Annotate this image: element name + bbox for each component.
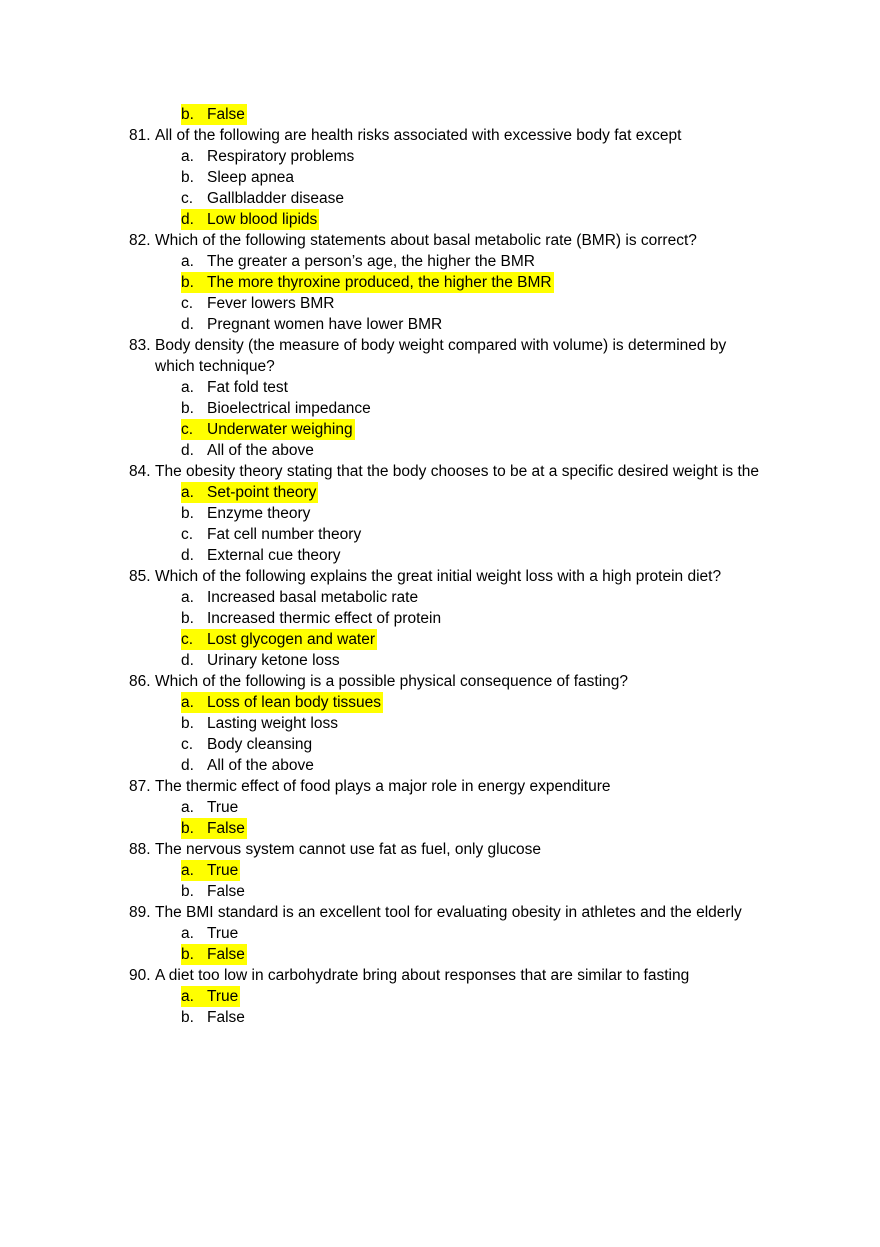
- question-text: which technique?: [155, 358, 275, 375]
- question-item: [0, 902, 880, 965]
- answer-text-wrap: [181, 587, 420, 608]
- answer-text-wrap: [181, 398, 373, 419]
- question-text: The BMI standard is an excellent tool for evaluating obesity in athletes and the elderly: [155, 904, 742, 921]
- answer-option: [0, 860, 880, 881]
- answer-option: [0, 692, 880, 713]
- question-item: [0, 125, 880, 230]
- question-text: The obesity theory stating that the body chooses to be at a specific desired weight is the: [155, 463, 759, 480]
- answer-option: [0, 104, 880, 125]
- option-letter: b.: [181, 1009, 194, 1026]
- highlighted-answer: [181, 272, 554, 293]
- option-letter: b.: [181, 883, 194, 900]
- option-letter: b.: [181, 169, 194, 186]
- option-text: Gallbladder disease: [207, 190, 345, 207]
- highlighted-answer: [181, 104, 247, 125]
- option-letter: a.: [181, 799, 194, 816]
- option-letter: a.: [181, 484, 194, 501]
- answer-text-wrap: [181, 797, 240, 818]
- option-letter: a.: [181, 988, 194, 1005]
- question-number: 81.: [129, 127, 151, 144]
- question-number: 83.: [129, 337, 151, 354]
- highlighted-answer: [181, 818, 247, 839]
- option-text: Pregnant women have lower BMR: [207, 316, 443, 333]
- option-letter: a.: [181, 589, 194, 606]
- answer-option: [0, 797, 880, 818]
- answer-option: [0, 650, 880, 671]
- option-text: Increased basal metabolic rate: [207, 589, 419, 606]
- option-text: Low blood lipids: [207, 211, 318, 228]
- option-letter: c.: [181, 736, 194, 753]
- question-list: [0, 104, 880, 1028]
- question-number: 84.: [129, 463, 151, 480]
- answer-option: [0, 251, 880, 272]
- option-text: False: [207, 1009, 245, 1026]
- answer-option: [0, 377, 880, 398]
- option-text: Fever lowers BMR: [207, 295, 335, 312]
- question-stem: [0, 230, 880, 251]
- answer-option: [0, 1007, 880, 1028]
- answer-option: [0, 986, 880, 1007]
- answer-option: [0, 209, 880, 230]
- option-text: All of the above: [207, 442, 314, 459]
- option-text: Lost glycogen and water: [207, 631, 376, 648]
- question-item: [0, 566, 880, 671]
- question-text: All of the following are health risks associated with excessive body fat except: [155, 127, 682, 144]
- question-number: 90.: [129, 967, 151, 984]
- option-text: True: [207, 925, 239, 942]
- question-text: Which of the following explains the great initial weight loss with a high protein diet?: [155, 568, 722, 585]
- question-stem: [0, 776, 880, 797]
- answer-text-wrap: [181, 650, 342, 671]
- answer-option: [0, 188, 880, 209]
- answer-text-wrap: [181, 608, 443, 629]
- question-stem: [0, 125, 880, 146]
- answer-option: [0, 503, 880, 524]
- answer-text-wrap: [181, 734, 314, 755]
- question-number: 88.: [129, 841, 151, 858]
- question-item: [0, 335, 880, 461]
- question-text: A diet too low in carbohydrate bring about responses that are similar to fasting: [155, 967, 690, 984]
- option-text: True: [207, 988, 239, 1005]
- option-letter: a.: [181, 694, 194, 711]
- answer-text-wrap: [181, 755, 316, 776]
- option-text: False: [207, 106, 245, 123]
- answer-text-wrap: [181, 503, 312, 524]
- answer-option: [0, 818, 880, 839]
- option-letter: a.: [181, 379, 194, 396]
- answer-text-wrap: [181, 545, 343, 566]
- option-text: Fat fold test: [207, 379, 288, 396]
- option-text: Bioelectrical impedance: [207, 400, 371, 417]
- highlighted-answer: [181, 986, 240, 1007]
- answer-text-wrap: [181, 167, 296, 188]
- answer-option: [0, 755, 880, 776]
- answer-option: [0, 398, 880, 419]
- answer-text-wrap: [181, 293, 336, 314]
- option-text: The greater a person’s age, the higher the BMR: [207, 253, 535, 270]
- option-letter: c.: [181, 190, 194, 207]
- option-text: All of the above: [207, 757, 314, 774]
- option-text: Underwater weighing: [207, 421, 353, 438]
- question-stem: [0, 965, 880, 986]
- question-text: Body density (the measure of body weight compared with volume) is determined by: [155, 337, 727, 354]
- option-letter: a.: [181, 862, 194, 879]
- answer-option: [0, 167, 880, 188]
- option-letter: b.: [181, 505, 194, 522]
- option-text: Lasting weight loss: [207, 715, 338, 732]
- question-item: [0, 776, 880, 839]
- question-stem: [0, 839, 880, 860]
- option-letter: c.: [181, 526, 194, 543]
- option-letter: c.: [181, 421, 194, 438]
- answer-text-wrap: [181, 251, 537, 272]
- highlighted-answer: [181, 860, 240, 881]
- option-letter: d.: [181, 316, 194, 333]
- option-letter: b.: [181, 400, 194, 417]
- option-letter: b.: [181, 106, 194, 123]
- answer-text-wrap: [181, 377, 290, 398]
- question-stem: [0, 335, 880, 356]
- question-item: [0, 671, 880, 776]
- option-letter: d.: [181, 547, 194, 564]
- question-text: Which of the following is a possible physical consequence of fasting?: [155, 673, 629, 690]
- answer-option: [0, 629, 880, 650]
- question-stem: [0, 566, 880, 587]
- option-text: Urinary ketone loss: [207, 652, 340, 669]
- highlighted-answer: [181, 482, 318, 503]
- answer-option: [0, 314, 880, 335]
- answer-option: [0, 734, 880, 755]
- answer-option: [0, 272, 880, 293]
- option-letter: b.: [181, 610, 194, 627]
- question-stem-continued: [0, 356, 880, 377]
- answer-option: [0, 482, 880, 503]
- question-number: 85.: [129, 568, 151, 585]
- highlighted-answer: [181, 692, 383, 713]
- answer-text-wrap: [181, 881, 247, 902]
- option-letter: d.: [181, 211, 194, 228]
- question-number: 86.: [129, 673, 151, 690]
- option-letter: a.: [181, 925, 194, 942]
- option-text: The more thyroxine produced, the higher the BMR: [207, 274, 552, 291]
- option-text: False: [207, 883, 245, 900]
- answer-text-wrap: [181, 188, 346, 209]
- answer-text-wrap: [181, 713, 340, 734]
- question-number: 87.: [129, 778, 151, 795]
- option-text: Enzyme theory: [207, 505, 311, 522]
- answer-option: [0, 293, 880, 314]
- option-text: Respiratory problems: [207, 148, 355, 165]
- option-text: Sleep apnea: [207, 169, 295, 186]
- question-item: [0, 461, 880, 566]
- option-text: True: [207, 799, 239, 816]
- option-letter: c.: [181, 295, 194, 312]
- question-text: Which of the following statements about basal metabolic rate (BMR) is correct?: [155, 232, 697, 249]
- answer-option: [0, 587, 880, 608]
- option-letter: b.: [181, 946, 194, 963]
- option-letter: b.: [181, 715, 194, 732]
- answer-option: [0, 524, 880, 545]
- answer-option: [0, 923, 880, 944]
- question-item: [0, 965, 880, 1028]
- option-text: Increased thermic effect of protein: [207, 610, 442, 627]
- option-letter: d.: [181, 442, 194, 459]
- option-letter: d.: [181, 757, 194, 774]
- answer-option: [0, 146, 880, 167]
- option-text: Body cleansing: [207, 736, 313, 753]
- answer-option: [0, 608, 880, 629]
- question-stem: [0, 671, 880, 692]
- option-letter: b.: [181, 820, 194, 837]
- question-stem: [0, 461, 880, 482]
- option-letter: a.: [181, 253, 194, 270]
- question-number: 82.: [129, 232, 151, 249]
- answer-option: [0, 419, 880, 440]
- highlighted-answer: [181, 629, 377, 650]
- answer-option: [0, 440, 880, 461]
- question-stem: [0, 902, 880, 923]
- answer-text-wrap: [181, 440, 316, 461]
- option-text: False: [207, 820, 245, 837]
- highlighted-answer: [181, 944, 247, 965]
- answer-text-wrap: [181, 146, 356, 167]
- answer-option: [0, 545, 880, 566]
- option-text: True: [207, 862, 239, 879]
- option-letter: c.: [181, 631, 194, 648]
- option-text: External cue theory: [207, 547, 341, 564]
- question-number: 89.: [129, 904, 151, 921]
- option-letter: d.: [181, 652, 194, 669]
- option-text: Loss of lean body tissues: [207, 694, 382, 711]
- question-item: [0, 839, 880, 902]
- answer-text-wrap: [181, 923, 240, 944]
- highlighted-answer: [181, 209, 319, 230]
- answer-option: [0, 881, 880, 902]
- answer-text-wrap: [181, 524, 363, 545]
- answer-option: [0, 713, 880, 734]
- highlighted-answer: [181, 419, 355, 440]
- question-text: The nervous system cannot use fat as fuel, only glucose: [155, 841, 541, 858]
- option-text: Fat cell number theory: [207, 526, 362, 543]
- option-text: Set-point theory: [207, 484, 317, 501]
- option-letter: b.: [181, 274, 194, 291]
- answer-text-wrap: [181, 1007, 247, 1028]
- answer-option: [0, 944, 880, 965]
- option-text: False: [207, 946, 245, 963]
- answer-text-wrap: [181, 314, 444, 335]
- option-letter: a.: [181, 148, 194, 165]
- question-text: The thermic effect of food plays a major role in energy expenditure: [155, 778, 611, 795]
- question-item: [0, 230, 880, 335]
